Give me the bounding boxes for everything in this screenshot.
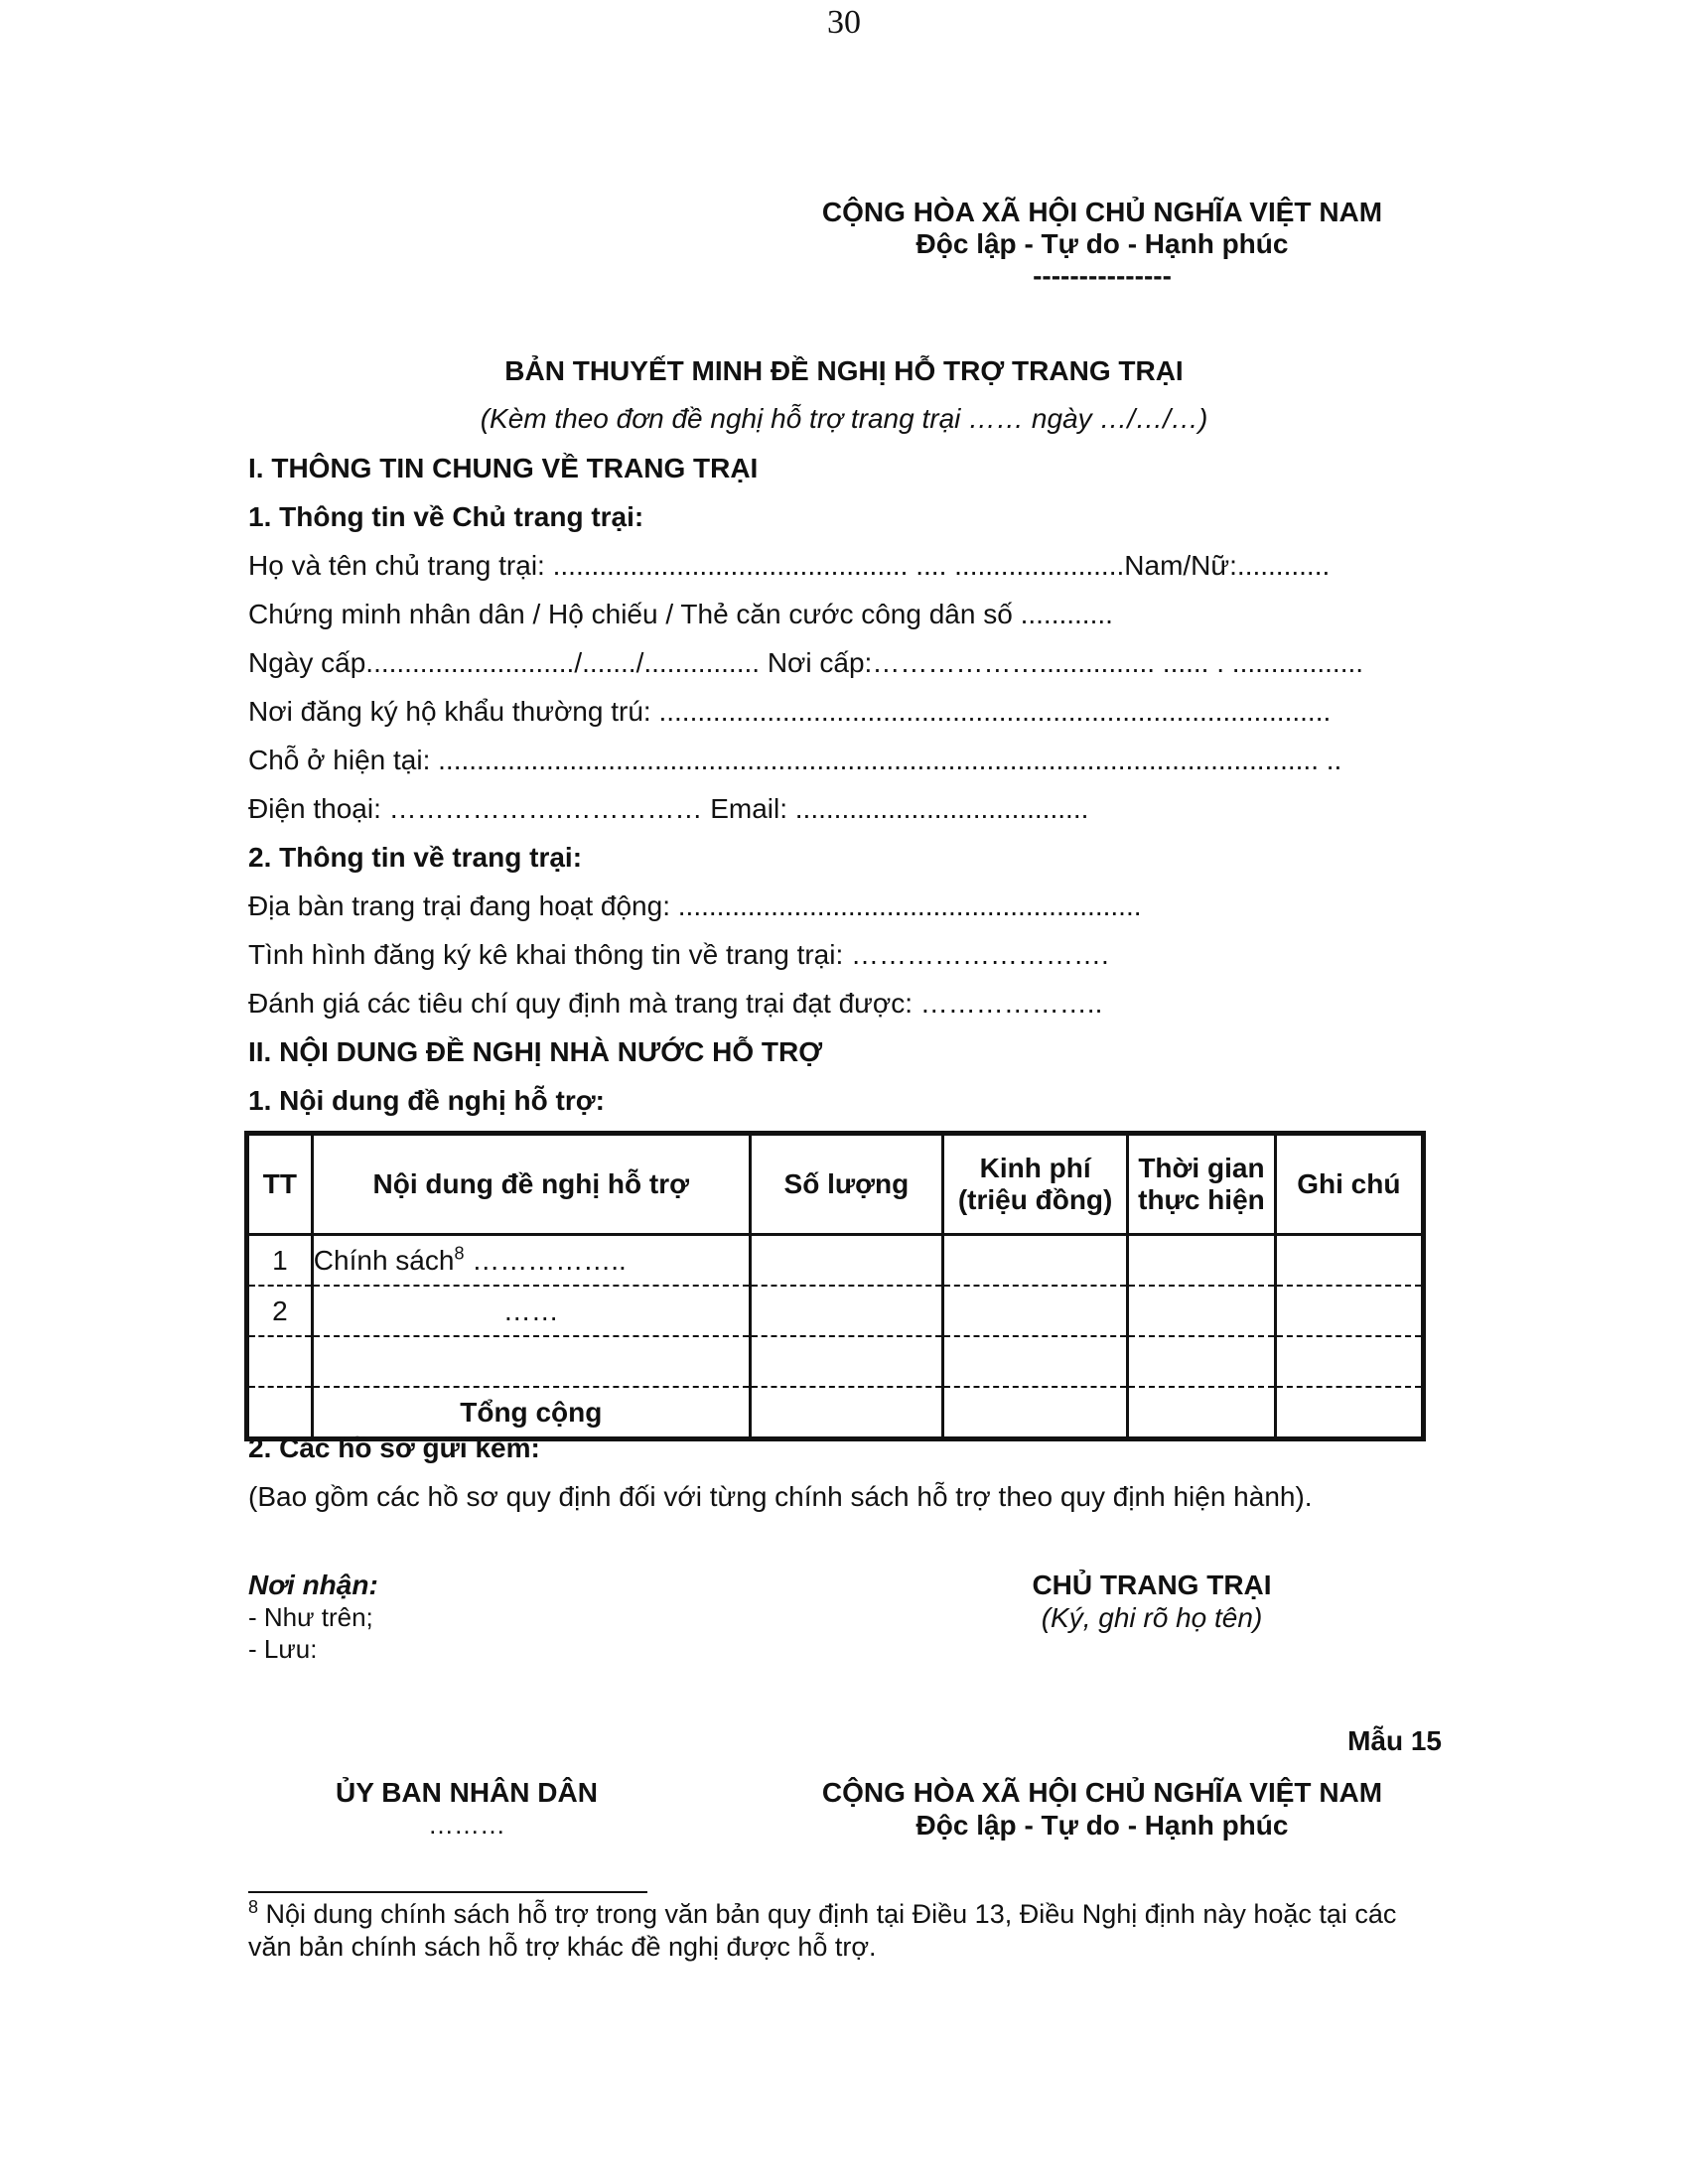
footnote-line [248, 1899, 1396, 1930]
footnote-marker: 8 [248, 1897, 259, 1917]
cell-note [1275, 1336, 1423, 1387]
committee-title: ỦY BAN NHÂN DÂN [336, 1777, 598, 1808]
col-header-cost-line2: (triệu đồng) [957, 1184, 1113, 1215]
col-header-quantity: Số lượng [750, 1134, 942, 1235]
cell-cost [943, 1235, 1128, 1287]
col-header-cost [943, 1134, 1128, 1235]
recipient-item: - Lưu: [248, 1634, 318, 1664]
cell-time [1128, 1235, 1275, 1287]
farm-criteria-line: Đánh giá các tiêu chí quy định mà trang trại đạt được: ……………….. [248, 988, 1103, 1019]
footnote-text: Nội dung chính sách hỗ trợ trong văn bản quy định tại Điều 13, Điều Nghị định này hoặc tại các [258, 1899, 1397, 1929]
cell-cost [943, 1336, 1128, 1387]
cell-time [1128, 1286, 1275, 1336]
recipient-item: - Như trên; [248, 1602, 373, 1632]
motto: Độc lập - Tự do - Hạnh phúc [915, 228, 1289, 259]
cell-tt: 2 [247, 1286, 313, 1336]
col-header-content: Nội dung đề nghị hỗ trợ [312, 1134, 750, 1235]
table-row [247, 1336, 1424, 1387]
cell-content [312, 1336, 750, 1387]
table-row [247, 1286, 1424, 1336]
cell-total-label: Tổng cộng [312, 1387, 750, 1439]
section2-heading: II. NỘI DUNG ĐỀ NGHỊ NHÀ NƯỚC HỖ TRỢ [248, 1036, 823, 1067]
section1-heading: I. THÔNG TIN CHUNG VỀ TRANG TRẠI [248, 453, 759, 483]
cell-content-text: Chính sách [313, 1244, 455, 1276]
footnote-line: văn bản chính sách hỗ trợ khác đề nghị được hỗ trợ. [248, 1932, 877, 1962]
footnote-ref: 8 [454, 1243, 465, 1264]
cell-note [1275, 1286, 1423, 1336]
col-header-time-line2: thực hiện [1138, 1184, 1265, 1215]
cell-quantity [750, 1235, 942, 1287]
footnote-separator [248, 1891, 647, 1893]
document-subtitle: (Kèm theo đơn đề nghị hỗ trợ trang trại …… ngày …/…/…) [480, 403, 1208, 434]
table-row [247, 1235, 1424, 1287]
owner-name-line: Họ và tên chủ trang trại: .............................................. .... ......................Nam/Nữ:............ [248, 550, 1331, 581]
cell-cost [943, 1286, 1128, 1336]
cell-note [1275, 1387, 1423, 1439]
committee-name: ……… [428, 1810, 505, 1840]
owner-heading: 1. Thông tin về Chủ trang trại: [248, 501, 644, 532]
cell-quantity [750, 1336, 942, 1387]
motto: Độc lập - Tự do - Hạnh phúc [915, 1810, 1289, 1841]
attachments-heading: 2. Các hồ sơ gửi kèm: [248, 1433, 540, 1463]
page-number: 30 [827, 4, 861, 41]
cell-content-dots: …………….. [464, 1244, 627, 1276]
support-table [244, 1131, 1426, 1441]
cell-cost [943, 1387, 1128, 1439]
farm-heading: 2. Thông tin về trang trại: [248, 842, 583, 873]
col-header-tt: TT [247, 1134, 313, 1235]
col-header-time-line1: Thời gian [1138, 1153, 1265, 1183]
col-header-cost-line1: Kinh phí [979, 1153, 1091, 1183]
owner-residence-line: Nơi đăng ký hộ khẩu thường trú: ....................................................................................... [248, 696, 1332, 727]
owner-contact-line: Điện thoại: ……………….…………… Email: ...................................... [248, 793, 1089, 824]
col-header-time [1128, 1134, 1275, 1235]
header-divider: --------------- [1033, 260, 1172, 291]
country-name: CỘNG HÒA XÃ HỘI CHỦ NGHĨA VIỆT NAM [821, 197, 1383, 227]
cell-content: …… [312, 1286, 750, 1336]
table-header-row [247, 1134, 1424, 1235]
owner-issue-line: Ngày cấp.........................../......./............... Nơi cấp:………………............... ...... . ................. [248, 647, 1364, 678]
document-title: BẢN THUYẾT MINH ĐỀ NGHỊ HỖ TRỢ TRANG TRẠI [504, 355, 1184, 386]
cell-time [1128, 1387, 1275, 1439]
farm-location-line: Địa bàn trang trại đang hoạt động: ............................................................ [248, 890, 1142, 921]
cell-note [1275, 1235, 1423, 1287]
attachments-text: (Bao gồm các hồ sơ quy định đối với từng chính sách hỗ trợ theo quy định hiện hành). [248, 1481, 1313, 1512]
signature-title: CHỦ TRANG TRẠI [1032, 1570, 1272, 1600]
cell-time [1128, 1336, 1275, 1387]
signature-note: (Ký, ghi rõ họ tên) [1041, 1602, 1263, 1633]
owner-address-line: Chỗ ở hiện tại: .................................................................................................................. .. [248, 745, 1342, 775]
col-header-note: Ghi chú [1275, 1134, 1423, 1235]
owner-id-line: Chứng minh nhân dân / Hộ chiếu / Thẻ căn cước công dân số ............ [248, 599, 1113, 629]
support-content-heading: 1. Nội dung đề nghị hỗ trợ: [248, 1085, 605, 1116]
cell-quantity [750, 1387, 942, 1439]
farm-registration-line: Tình hình đăng ký kê khai thông tin về trang trại: ………………………. [248, 939, 1109, 970]
recipients-label: Nơi nhận: [248, 1570, 378, 1600]
cell-tt: 1 [247, 1235, 313, 1287]
country-name: CỘNG HÒA XÃ HỘI CHỦ NGHĨA VIỆT NAM [821, 1777, 1383, 1808]
cell-tt [247, 1336, 313, 1387]
cell-quantity [750, 1286, 942, 1336]
cell-content [312, 1235, 750, 1287]
form-number: Mẫu 15 [1347, 1725, 1442, 1756]
